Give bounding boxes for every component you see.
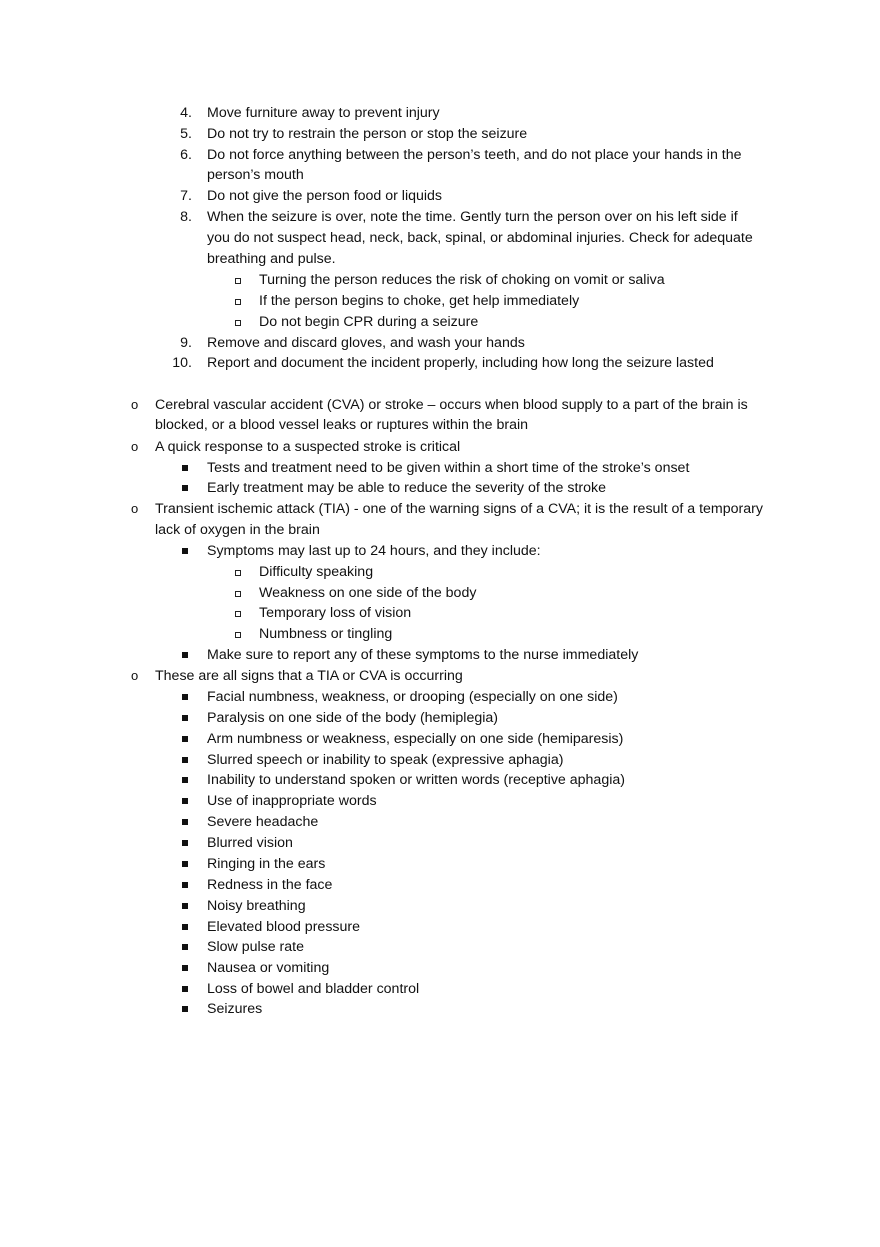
list-number: 9. bbox=[180, 335, 192, 351]
list-number: 5. bbox=[180, 126, 192, 142]
list-text: Report and document the incident properly, including how long the seizure lasted bbox=[207, 355, 714, 371]
square-bullet-icon bbox=[182, 798, 188, 804]
sign-item bbox=[0, 979, 880, 1000]
list-text-continued bbox=[0, 228, 880, 249]
sub-bullet-text: Tests and treatment need to be given within a short time of the stroke’s onset bbox=[207, 460, 690, 476]
square-bullet-icon bbox=[182, 903, 188, 909]
sign-text: Slow pulse rate bbox=[207, 939, 304, 955]
list-text: Move furniture away to prevent injury bbox=[207, 105, 440, 121]
sign-item bbox=[0, 854, 880, 875]
hollow-square-bullet-icon bbox=[235, 591, 241, 597]
list-text: person’s mouth bbox=[207, 167, 304, 183]
sub-bullet-text: Early treatment may be able to reduce the severity of the stroke bbox=[207, 480, 607, 496]
symptom-text: Difficulty speaking bbox=[259, 564, 374, 580]
bullet-text: lack of oxygen in the brain bbox=[155, 522, 320, 538]
list-number: 8. bbox=[180, 209, 192, 225]
bullet-item-response bbox=[0, 437, 880, 458]
sign-text: Use of inappropriate words bbox=[207, 793, 377, 809]
sign-item bbox=[0, 750, 880, 771]
sign-item bbox=[0, 812, 880, 833]
sub-list-text: Do not begin CPR during a seizure bbox=[259, 314, 479, 330]
square-bullet-icon bbox=[182, 694, 188, 700]
hollow-square-bullet-icon bbox=[235, 632, 241, 638]
square-bullet-icon bbox=[182, 924, 188, 930]
sign-text: Inability to understand spoken or written words (receptive aphagia) bbox=[207, 772, 625, 788]
sign-item bbox=[0, 958, 880, 979]
sign-text: Severe headache bbox=[207, 814, 319, 830]
sub-bullet-text: Make sure to report any of these symptoms to the nurse immediately bbox=[207, 647, 639, 663]
square-bullet-icon bbox=[182, 986, 188, 992]
symptom-item bbox=[0, 624, 880, 645]
sub-list-item bbox=[0, 270, 880, 291]
list-item bbox=[0, 353, 880, 374]
list-item bbox=[0, 124, 880, 145]
square-bullet-icon bbox=[182, 944, 188, 950]
bullet-text: These are all signs that a TIA or CVA is occurring bbox=[155, 668, 463, 684]
sign-item bbox=[0, 708, 880, 729]
bullet-text: Transient ischemic attack (TIA) - one of the warning signs of a CVA; it is the result of a temporary bbox=[155, 501, 763, 517]
bullet-text-continued bbox=[0, 520, 880, 541]
sub-bullet-item bbox=[0, 645, 880, 666]
symptom-item bbox=[0, 562, 880, 583]
sub-bullet-item bbox=[0, 458, 880, 479]
sign-text: Ringing in the ears bbox=[207, 856, 326, 872]
sign-text: Noisy breathing bbox=[207, 898, 306, 914]
list-text: Do not force anything between the person’s teeth, and do not place your hands in the bbox=[207, 147, 742, 163]
sign-item bbox=[0, 896, 880, 917]
sub-list-text: Turning the person reduces the risk of choking on vomit or saliva bbox=[259, 272, 665, 288]
square-bullet-icon bbox=[182, 840, 188, 846]
sign-text: Elevated blood pressure bbox=[207, 919, 361, 935]
square-bullet-icon bbox=[182, 777, 188, 783]
sign-item bbox=[0, 791, 880, 812]
bullet-item-cva bbox=[0, 395, 880, 416]
symptom-text: Temporary loss of vision bbox=[259, 605, 412, 621]
list-item bbox=[0, 207, 880, 228]
list-text: breathing and pulse. bbox=[207, 251, 336, 267]
bullet-text: Cerebral vascular accident (CVA) or stroke – occurs when blood supply to a part of the brain is bbox=[155, 397, 748, 413]
square-bullet-icon bbox=[182, 736, 188, 742]
list-item bbox=[0, 103, 880, 124]
hollow-square-bullet-icon bbox=[235, 320, 241, 326]
list-text: you do not suspect head, neck, back, spinal, or abdominal injuries. Check for adequate bbox=[207, 230, 753, 246]
square-bullet-icon bbox=[182, 882, 188, 888]
square-bullet-icon bbox=[182, 1006, 188, 1012]
list-number: 7. bbox=[180, 188, 192, 204]
sub-list-item bbox=[0, 312, 880, 333]
list-item bbox=[0, 186, 880, 207]
list-item bbox=[0, 145, 880, 166]
circle-bullet-icon: o bbox=[131, 668, 139, 683]
square-bullet-icon bbox=[182, 861, 188, 867]
sign-text: Paralysis on one side of the body (hemiplegia) bbox=[207, 710, 499, 726]
bullet-text: A quick response to a suspected stroke is critical bbox=[155, 439, 461, 455]
circle-bullet-icon: o bbox=[131, 439, 139, 454]
sign-text: Facial numbness, weakness, or drooping (especially on one side) bbox=[207, 689, 618, 705]
square-bullet-icon bbox=[182, 485, 188, 491]
list-number: 6. bbox=[180, 147, 192, 163]
sign-text: Seizures bbox=[207, 1001, 263, 1017]
bullet-item-tia bbox=[0, 499, 880, 520]
sign-text: Redness in the face bbox=[207, 877, 333, 893]
list-text: When the seizure is over, note the time. Gently turn the person over on his left side if bbox=[207, 209, 738, 225]
sub-bullet-item bbox=[0, 478, 880, 499]
list-text: Remove and discard gloves, and wash your hands bbox=[207, 335, 525, 351]
list-text-continued bbox=[0, 249, 880, 270]
square-bullet-icon bbox=[182, 965, 188, 971]
sign-text: Nausea or vomiting bbox=[207, 960, 330, 976]
list-text: Do not give the person food or liquids bbox=[207, 188, 443, 204]
sign-item bbox=[0, 999, 880, 1020]
square-bullet-icon bbox=[182, 819, 188, 825]
square-bullet-icon bbox=[182, 465, 188, 471]
sign-item bbox=[0, 937, 880, 958]
sub-list-text: If the person begins to choke, get help immediately bbox=[259, 293, 580, 309]
list-item bbox=[0, 333, 880, 354]
hollow-square-bullet-icon bbox=[235, 299, 241, 305]
list-number: 10. bbox=[172, 355, 192, 371]
sub-bullet-text: Symptoms may last up to 24 hours, and they include: bbox=[207, 543, 541, 559]
sign-text: Arm numbness or weakness, especially on one side (hemiparesis) bbox=[207, 731, 624, 747]
sign-item bbox=[0, 729, 880, 750]
hollow-square-bullet-icon bbox=[235, 570, 241, 576]
sign-item bbox=[0, 917, 880, 938]
circle-bullet-icon: o bbox=[131, 397, 139, 412]
circle-bullet-icon: o bbox=[131, 501, 139, 516]
sign-text: Slurred speech or inability to speak (expressive aphagia) bbox=[207, 752, 564, 768]
square-bullet-icon bbox=[182, 652, 188, 658]
sub-bullet-item bbox=[0, 541, 880, 562]
symptom-text: Weakness on one side of the body bbox=[259, 585, 477, 601]
symptom-item bbox=[0, 583, 880, 604]
sign-item bbox=[0, 770, 880, 791]
sign-item bbox=[0, 687, 880, 708]
sign-text: Loss of bowel and bladder control bbox=[207, 981, 420, 997]
bullet-item-signs bbox=[0, 666, 880, 687]
symptom-item bbox=[0, 603, 880, 624]
list-text: Do not try to restrain the person or stop the seizure bbox=[207, 126, 528, 142]
square-bullet-icon bbox=[182, 548, 188, 554]
bullet-text-continued bbox=[0, 415, 880, 436]
hollow-square-bullet-icon bbox=[235, 611, 241, 617]
square-bullet-icon bbox=[182, 757, 188, 763]
sub-list-item bbox=[0, 291, 880, 312]
bullet-text: blocked, or a blood vessel leaks or ruptures within the brain bbox=[155, 417, 529, 433]
sign-item bbox=[0, 875, 880, 896]
list-text-continued bbox=[0, 165, 880, 186]
symptom-text: Numbness or tingling bbox=[259, 626, 393, 642]
sign-text: Blurred vision bbox=[207, 835, 293, 851]
hollow-square-bullet-icon bbox=[235, 278, 241, 284]
square-bullet-icon bbox=[182, 715, 188, 721]
sign-item bbox=[0, 833, 880, 854]
list-number: 4. bbox=[180, 105, 192, 121]
